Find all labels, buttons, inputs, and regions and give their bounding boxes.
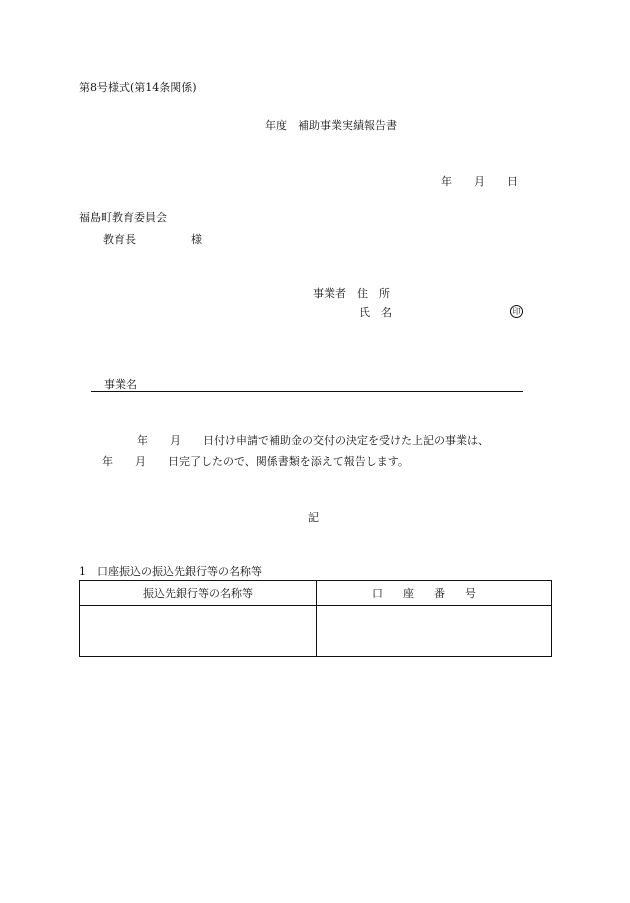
account-number-header — [317, 581, 552, 606]
bank-table-header-row — [80, 581, 552, 606]
project-name-label: 事業名 — [104, 378, 137, 391]
account-number-header-text: 口座番号 — [372, 587, 496, 600]
bank-name-header: 振込先銀行等の名称等 — [80, 581, 317, 606]
ki-label: 記 — [308, 511, 319, 524]
project-name-underline — [91, 391, 523, 392]
seal-mark — [510, 305, 523, 318]
addressee-org: 福島町教育委員会 — [79, 211, 167, 224]
bank-table — [79, 580, 552, 657]
form-number: 第8号様式(第14条関係) — [79, 81, 197, 94]
applicant-address-label: 事業者 住 所 — [313, 287, 390, 300]
section-1-heading: 1 口座振込の振込先銀行等の名称等 — [79, 565, 262, 578]
addressee-person: 教育長 様 — [103, 233, 202, 246]
date-line: 年 月 日 — [441, 175, 518, 188]
bank-table-row — [80, 606, 552, 657]
body-line-1: 年 月 日付け申請で補助金の交付の決定を受けた上記の事業は、 — [137, 434, 489, 447]
bank-name-cell — [80, 606, 317, 657]
seal-icon: 印 — [510, 305, 523, 318]
account-number-cell — [317, 606, 552, 657]
body-line-2: 年 月 日完了したので、関係書類を添えて報告します。 — [102, 455, 409, 468]
applicant-name-label: 氏 名 — [359, 306, 392, 319]
document-title: 年度 補助事業実績報告書 — [265, 119, 397, 132]
